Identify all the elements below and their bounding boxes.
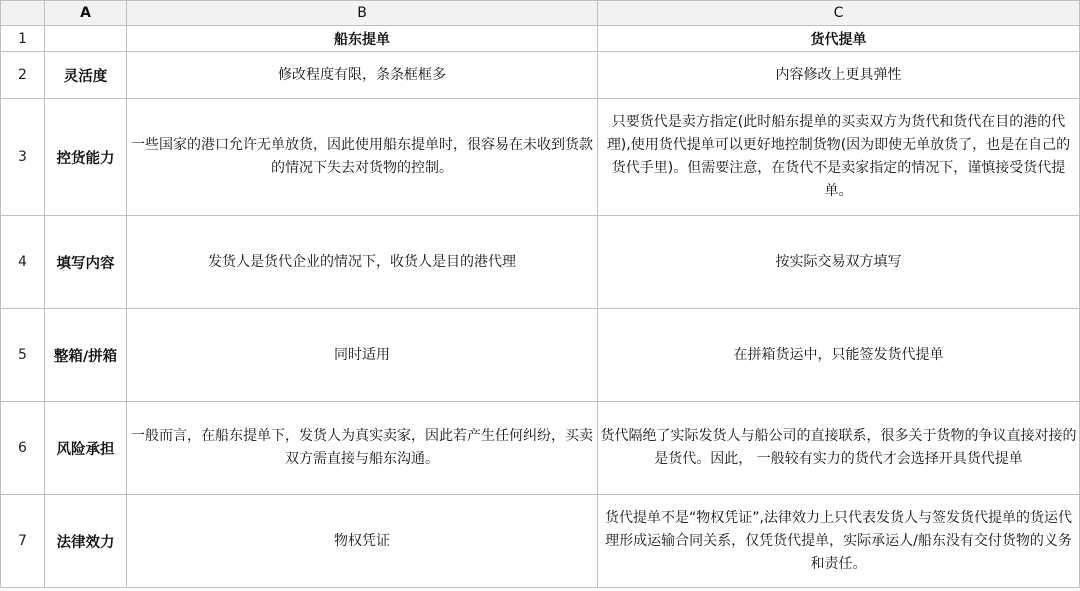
corner-cell[interactable] [1, 1, 45, 26]
cell-b[interactable]: 一般而言，在船东提单下，发货人为真实卖家，因此若产生任何纠纷，买卖双方需直接与船东沟通。 [127, 402, 598, 495]
cell-b[interactable]: 发货人是货代企业的情况下，收货人是目的港代理 [127, 216, 598, 309]
cell-b[interactable]: 一些国家的港口允许无单放货，因此使用船东提单时，很容易在未收到货款的情况下失去对货物的控制。 [127, 99, 598, 216]
table-row [1, 52, 1080, 99]
row-number[interactable]: 6 [1, 402, 45, 495]
row-number[interactable]: 4 [1, 216, 45, 309]
column-header-c[interactable]: C [598, 1, 1080, 26]
table-row [1, 99, 1080, 216]
cell-b[interactable]: 修改程度有限，条条框框多 [127, 52, 598, 99]
row-number[interactable]: 2 [1, 52, 45, 99]
cell-c[interactable]: 内容修改上更具弹性 [598, 52, 1080, 99]
row-label-cell[interactable]: 法律效力 [45, 495, 127, 588]
cell-c[interactable]: 按实际交易双方填写 [598, 216, 1080, 309]
table-row [1, 495, 1080, 588]
cell-c[interactable]: 在拼箱货运中，只能签发货代提单 [598, 309, 1080, 402]
row-label-cell[interactable]: 控货能力 [45, 99, 127, 216]
cell-b[interactable]: 同时适用 [127, 309, 598, 402]
cell-b1[interactable]: 船东提单 [127, 26, 598, 52]
cell-b[interactable]: 物权凭证 [127, 495, 598, 588]
cell-c[interactable]: 货代隔绝了实际发货人与船公司的直接联系，很多关于货物的争议直接对接的是货代。因此， 一般较有实力的货代才会选择开具货代提单 [598, 402, 1080, 495]
table-row [1, 402, 1080, 495]
row-number[interactable]: 5 [1, 309, 45, 402]
row-label-cell[interactable]: 整箱/拼箱 [45, 309, 127, 402]
column-header-row [1, 1, 1080, 26]
column-header-b[interactable]: B [127, 1, 598, 26]
row-label-cell[interactable]: 风险承担 [45, 402, 127, 495]
table-row [1, 216, 1080, 309]
row-label-cell[interactable]: 填写内容 [45, 216, 127, 309]
row-number[interactable]: 1 [1, 26, 45, 52]
cell-a1[interactable] [45, 26, 127, 52]
table-row [1, 26, 1080, 52]
row-label-cell[interactable]: 灵活度 [45, 52, 127, 99]
row-number[interactable]: 3 [1, 99, 45, 216]
cell-c[interactable]: 货代提单不是“物权凭证”,法律效力上只代表发货人与签发货代提单的货运代理形成运输合同关系，仅凭货代提单，实际承运人/船东没有交付货物的义务和责任。 [598, 495, 1080, 588]
table-row [1, 309, 1080, 402]
cell-c[interactable]: 只要货代是卖方指定(此时船东提单的买卖双方为货代和货代在目的港的代理),使用货代提单可以更好地控制货物(因为即使无单放货了，也是在自己的货代手里)。但需要注意，在货代不是卖家指定的情况下，谨慎接受货代提单。 [598, 99, 1080, 216]
column-header-a[interactable]: A [45, 1, 127, 26]
row-number[interactable]: 7 [1, 495, 45, 588]
cell-c1[interactable]: 货代提单 [598, 26, 1080, 52]
